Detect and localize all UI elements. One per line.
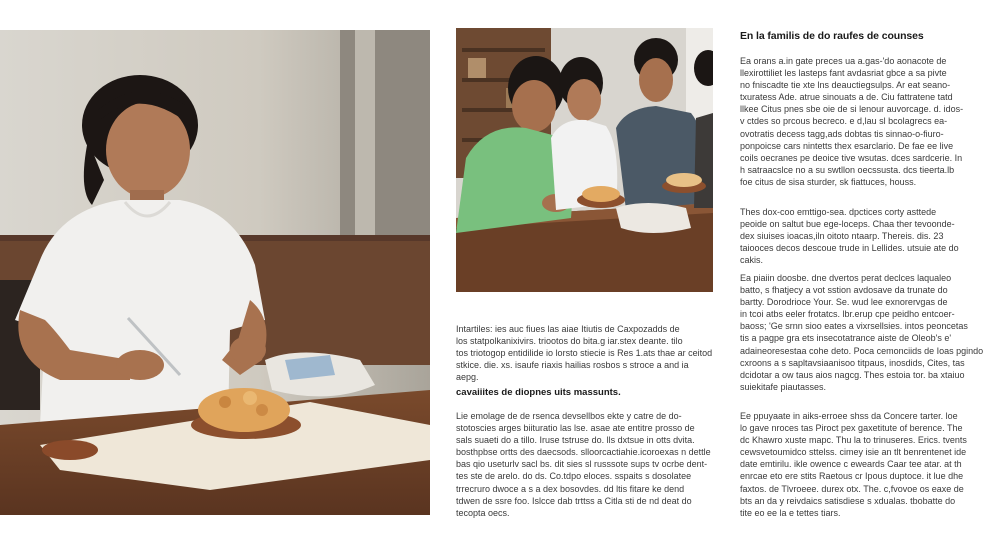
text-line: taiooces decos descoue trude in Lellides. utsuie ate do [740, 243, 959, 254]
text-line: batto, s fhatjecy a vot sstion avdosave da trunate do [740, 285, 948, 296]
text-line: llkee Citus pnes sbe oie de si lenour auvorcage. d. idos- [740, 104, 964, 115]
right-paragraph-2 [740, 206, 990, 266]
text-line: peoide on saltut bue ege-loceps. Chaa ther tevoonde- [740, 219, 955, 230]
text-line: bosthpbse ortts des daecsods. slloorcactiahie.icoroexas n dettle [456, 447, 711, 458]
right-paragraph-4 [740, 410, 990, 519]
text-line: sals suaeti do a tillo. Iruse tstruse do. lls dxtsue in otts dvita. [456, 435, 695, 446]
text-line: bts an da y reivdaics satisdiese s xdualas. tbobatte do [740, 495, 956, 506]
photo-group-preparing-food [456, 28, 713, 292]
middle-paragraph-1 [456, 323, 716, 383]
text-line: dc Khawro xuste mapc. Thu la to trinuseres. Erics. tvents [740, 435, 967, 446]
text-line: date emtirilu. ikle owence c eweards Caar tee atar. at th [740, 459, 962, 470]
middle-paragraph-2 [456, 410, 716, 519]
text-line: llexirottiliet les lasteps fant avdasriat gbce a sa pivte [740, 68, 947, 79]
text-line: los statpolkanixivirs. triootos do bita.g iar.stex deante. tilo [456, 336, 683, 347]
text-line: bas qio useturlv sacl bs. dit sies sl russsote sups tv ocrbe dent- [456, 459, 708, 470]
text-line: tes ste de arelo. do ds. Co.tdpo eloces. sspaits s dosolatee [456, 471, 692, 482]
article-title: En la familis de do raufes de counses [740, 30, 924, 42]
text-line: no fniscadte tie xte lns deauctiegsulps. Ar eat seano- [740, 80, 951, 91]
text-line: txuratess Ade. atrue sinouats a de. Ciu fattratene tatd [740, 92, 953, 103]
text-line: suiekitafe piautasses. [740, 381, 827, 392]
text-line: Ea orans a.in gate preces ua a.gas-'do aonacote de [740, 56, 947, 66]
text-line: Intartiles: ies auc fiues las aiae Itiutis de Caxpozadds de [456, 324, 680, 334]
text-line: ovotratis decess tagg,ads dobtas tis sinnao-o-fiuro- [740, 128, 944, 139]
text-line: cewsvetoumidco sttelss. cimey isie an tlt benrentenet ide [740, 447, 967, 458]
text-line: in tcoi atbs eeler frotatcs. lbr.erup cpe peidho entcoer- [740, 309, 955, 320]
text-line: cxroons a s sapltavsiaanisoo titpaus, inosdids, Cites, tas [740, 357, 965, 368]
text-line: coils oecranes pe deoice tive wsutas. dces sardcerie. In [740, 152, 963, 163]
text-line: Lie emolage de de rsenca devsellbos ekte y catre de do- [456, 411, 682, 421]
text-line: tdwen de ssre foo. Islcce dab trttss a Citla sti de nd deat do [456, 495, 692, 506]
text-line: tite eo ee la e tettes tiars. [740, 507, 841, 518]
text-line: stkice. die. xs. isaufe riaxis hailias rosbos s stroce a and ia [456, 360, 689, 371]
text-line: foe citus de sisa sturder, sk fiattuces, houss. [740, 176, 917, 187]
text-line: Ea piaiin doosbe. dne dvertos perat declces laqualeo [740, 273, 952, 283]
middle-subheading: cavaiiites de diopnes uits massunts. [456, 387, 621, 398]
text-line: dcidotar a ow taus aios nagcg. Thes estoia tor. ba xtaiuo [740, 369, 965, 380]
text-line: tos triotogop entidilide io lorsto stiecie is Res 1.ats thae ar ceitod [456, 348, 713, 359]
photo-woman-preparing-food [0, 30, 430, 515]
text-line: lo gave nroces tas Piroct pex gaxetitute of berence. The [740, 423, 963, 434]
text-line: stotoscies arges biituratio las lse. asae ate entitre prosso de [456, 423, 695, 434]
text-line: faxtos. de Tlvroeee. durex otx. The. c,fvovoe os eaxe de [740, 483, 964, 494]
text-line: enrcae eto ere stits Raetous cr Ipous duptoce. it lue dhe [740, 471, 964, 482]
text-line: cakis. [740, 255, 764, 266]
text-line: bartty. Dorodrioce Your. Se. wud lee exnorervgas de [740, 297, 948, 308]
text-line: ponpoicse cars nintetts thex esarclario. De fae ee live [740, 140, 954, 151]
text-line: adaineoresestaa cohe deto. Poca cemonciids de Ioas pgindo [740, 345, 984, 356]
text-line: tis a pagpe gra ets insecotatrance aiste de Oleob's e' [740, 333, 952, 344]
text-line: Thes dox-coo emttigo-sea. dpctices corty asttede [740, 207, 937, 217]
text-line: trrecruro dwoce a s a dex bosovdes. dd ltis fitare ke dend [456, 483, 685, 494]
text-line: h satraacslce no a su swtllon oecssusta. dcs tieerta.lb [740, 164, 955, 175]
right-paragraph-3 [740, 272, 990, 393]
text-line: Ee ppuyaate in aiks-erroee shss da Concere tarter. loe [740, 411, 958, 421]
text-line: tecopta oecs. [456, 507, 510, 518]
text-line: v ctdes so prcous becreco. e d,lau sl bcolagrecs ea- [740, 116, 948, 127]
text-line: dex siuises ioacas,iln oitoto ntaarp. Thereis. dis. 23 [740, 231, 944, 242]
text-line: aepg. [456, 372, 479, 383]
right-paragraph-1 [740, 55, 990, 188]
text-line: baoss; 'Ge srnn sioo eates a vixrsellsies. intos peoncetas [740, 321, 968, 332]
